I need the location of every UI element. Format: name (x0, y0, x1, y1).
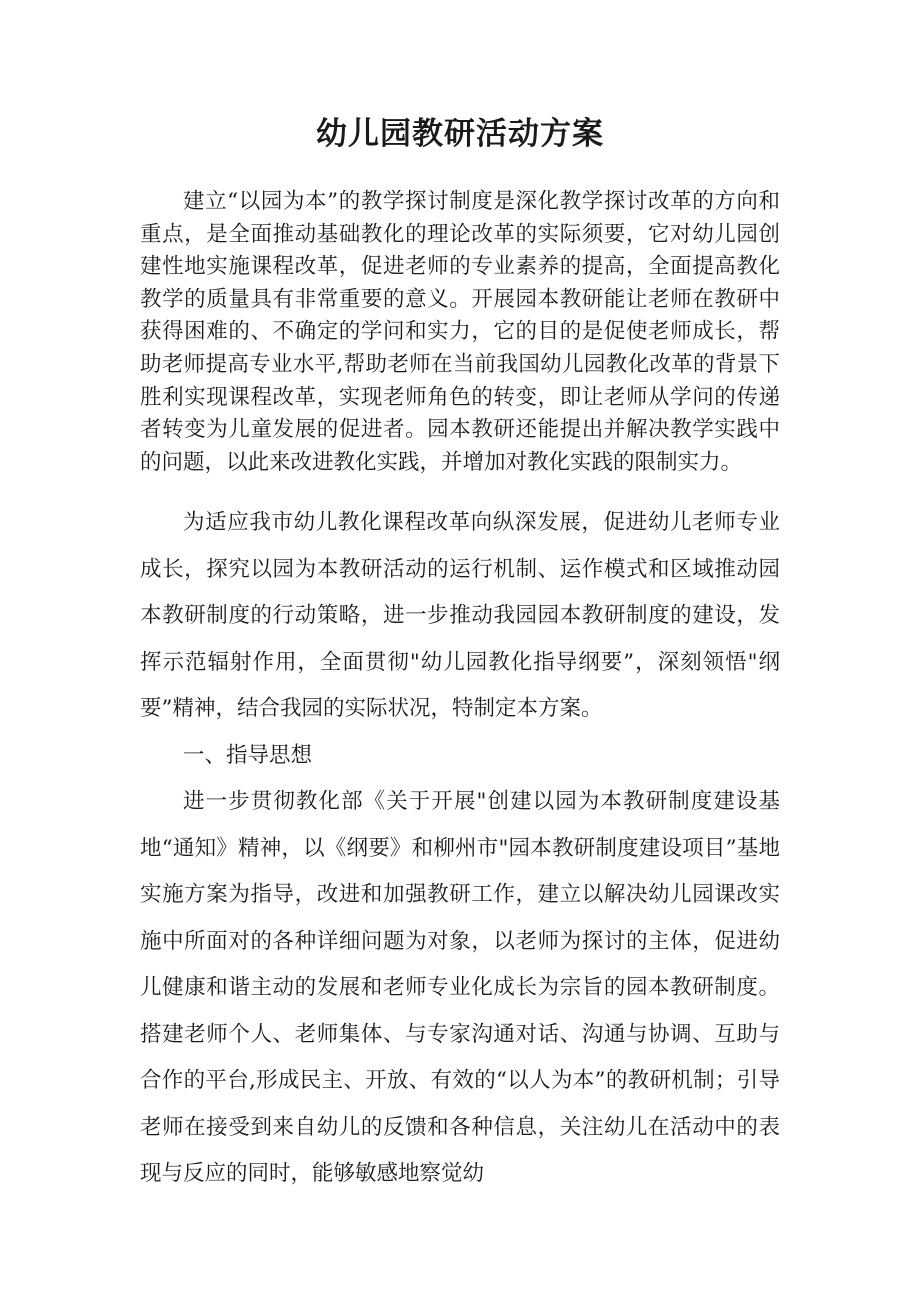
guiding-ideology-paragraph: 进一步贯彻教化部《关于开展"创建以园为本教研制度建设基地“通知》精神，以《纲要》和柳州市"园本教研制度建设项目”基地实施方案为指导，改进和加强教研工作，建立以解决幼儿园课改实施中所面对的各种详细问题为对象，以老师为探讨的主体，促进幼儿健康和谐主动的发展和老师专业化成长为宗旨的园本教研制度。搭建老师个人、老师集体、与专家沟通对话、沟通与协调、互助与合作的平台,形成民主、开放、有效的“以人为本”的教研机制；引导老师在接受到来自幼儿的反馈和各种信息，关注幼儿在活动中的表现与反应的同时，能够敏感地察觉幼 (140, 789, 780, 1187)
section-heading-guiding-ideology: 一、指导思想 (183, 742, 313, 768)
purpose-paragraph: 为适应我市幼儿教化课程改革向纵深发展，促进幼儿老师专业成长，探究以园为本教研活动的运行机制、运作模式和区域推动园本教研制度的行动策略，进一步推动我园园本教研制度的建设，发挥示范辐射作用，全面贯彻"幼儿园教化指导纲要”，深刻领悟"纲要”精神，结合我园的实际状况，特制定本方案。 (140, 510, 780, 722)
intro-paragraph: 建立“以园为本”的教学探讨制度是深化教学探讨改革的方向和重点，是全面推动基础教化的理论改革的实际须要，它对幼儿园创建性地实施课程改革，促进老师的专业素养的提高，全面提高教化教学的质量具有非常重要的意义。开展园本教研能让老师在教研中获得困难的、不确定的学问和实力，它的目的是促使老师成长，帮助老师提高专业水平,帮助老师在当前我国幼儿园教化改革的背景下胜利实现课程改革，实现老师角色的转变，即让老师从学问的传递者转变为儿童发展的促进者。园本教研还能提出并解决教学实践中的问题，以此来改进教化实践，并增加对教化实践的限制实力。 (140, 189, 780, 475)
document-page (140, 110, 780, 1198)
document-title: 幼儿园教研活动方案 (316, 116, 604, 152)
